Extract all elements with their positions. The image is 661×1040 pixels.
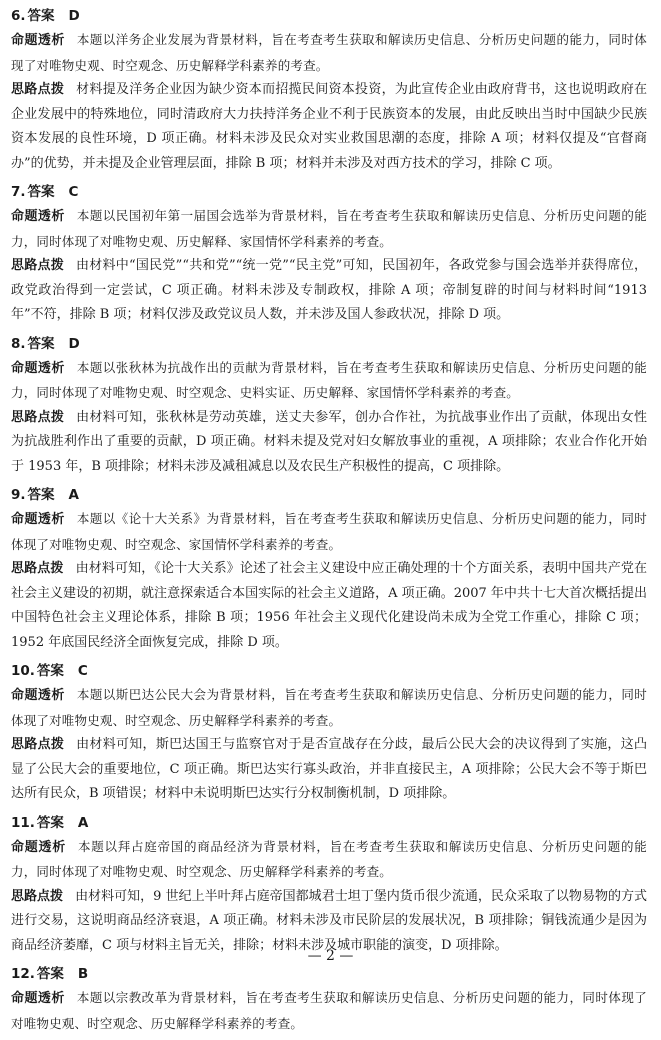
- hint-text: 材料提及洋务企业因为缺少资本而招揽民间资本投资，为此宣传企业由政府背书，这也说明政府在企业发展中的特殊地位，同时清政府大力扶持洋务企业不利于民族资本的发展，由此反映出当时中国缺少民族资本发展的良性环境，D 项正确。材料未涉及民众对实业救国思潮的态度，排除 A 项；材料仅提及“官督商办”的优势，并未提及企业管理层面，排除 B 项；材料并未涉及对西方技术的学习，排除 C 项。: [11, 82, 647, 171]
- hint-label: 思路点拨: [11, 737, 65, 752]
- hint-text: 由材料可知，斯巴达国王与监察官对于是否宣战存在分歧，最后公民大会的决议得到了实施，这凸显了公民大会的重要地位，C 项正确。斯巴达实行寡头政治，并非直接民主，A 项排除；公民大会不等于斯巴达所有民众，B 项错误；材料中未说明斯巴达实行分权制衡机制，D 项排除。: [11, 737, 647, 801]
- analysis-text: 本题以《论十大关系》为背景材料，旨在考查考生获取和解读历史信息、分析历史问题的能力，同时体现了对唯物史观、时空观念、家国情怀学科素养的考查。: [11, 511, 647, 552]
- answer-label: 答案: [36, 663, 64, 679]
- hint-label: 思路点拨: [11, 561, 64, 576]
- analysis-paragraph: [11, 986, 647, 1036]
- answer-item-9: [11, 483, 647, 655]
- answer-label: 答案: [27, 8, 55, 24]
- hint-paragraph: [11, 254, 647, 328]
- answer-letter: A: [77, 814, 89, 831]
- analysis-label: 命题透析: [11, 33, 65, 48]
- answer-item-6: [11, 4, 647, 176]
- answer-label: 答案: [36, 966, 64, 982]
- question-heading: [11, 4, 647, 28]
- hint-text: 由材料可知，张秋林是劳动英雄，送丈夫参军，创办合作社，为抗战事业作出了贡献，体现出女性为抗战胜利作出了重要的贡献，D 项正确。材料未提及党对妇女解放事业的重视，A 项排除；农业合作化开始于 1953 年，B 项排除；材料未涉及减租减息以及农民生产积极性的提高，C 项排除。: [11, 409, 647, 474]
- hint-label: 思路点拨: [11, 82, 65, 97]
- answer-letter: A: [68, 487, 79, 503]
- hint-paragraph: [11, 78, 647, 176]
- question-number: 12.: [11, 966, 35, 982]
- answer-letter: C: [77, 663, 88, 679]
- answer-label: 答案: [27, 184, 55, 200]
- page-number: — 2 —: [307, 948, 354, 964]
- analysis-text: 本题以拜占庭帝国的商品经济为背景材料，旨在考查考生获取和解读历史信息、分析历史问题的能力，同时体现了对唯物史观、时空观念、历史解释学科素养的考查。: [11, 838, 647, 879]
- hint-paragraph: [11, 885, 647, 959]
- answer-item-12: [11, 962, 647, 1036]
- hint-text: 由材料可知，9 世纪上半叶拜占庭帝国都城君士坦丁堡内货币很少流通，民众采取了以物易物的方式进行交易，这说明商品经济衰退，A 项正确。材料未涉及市民阶层的发展状况，B 项排除；铜钱流通少是因为商品经济萎靡，C 项与材料主旨无关，排除；材料未涉及城市职能的演变，D 项排除。: [11, 888, 647, 953]
- analysis-label: 命题透析: [11, 209, 65, 224]
- question-number: 8.: [11, 335, 26, 352]
- analysis-text: 本题以宗教改革为背景材料，旨在考查考生获取和解读历史信息、分析历史问题的能力，同时体现了对唯物史观、时空观念、历史解释学科素养的考查。: [11, 990, 647, 1031]
- question-number: 7.: [11, 184, 26, 200]
- analysis-paragraph: [11, 507, 647, 557]
- hint-label: 思路点拨: [11, 409, 65, 425]
- answer-letter: D: [68, 335, 80, 352]
- analysis-paragraph: [11, 835, 647, 885]
- hint-paragraph: [11, 406, 647, 480]
- hint-label: 思路点拨: [11, 888, 64, 904]
- analysis-label: 命题透析: [11, 688, 65, 703]
- hint-paragraph: [11, 557, 647, 655]
- analysis-label: 命题透析: [11, 360, 65, 376]
- answer-letter: B: [77, 966, 89, 982]
- analysis-paragraph: [11, 683, 647, 733]
- answer-label: 答案: [36, 814, 64, 831]
- question-number: 6.: [11, 8, 26, 24]
- question-number: 11.: [11, 814, 35, 831]
- answer-letter: D: [68, 8, 80, 24]
- answer-item-10: [11, 659, 647, 807]
- question-heading: [11, 332, 647, 356]
- question-heading: [11, 962, 647, 986]
- analysis-text: 本题以洋务企业发展为背景材料，旨在考查考生获取和解读历史信息、分析历史问题的能力，同时体现了对唯物史观、时空观念、历史解释学科素养的考查。: [11, 32, 647, 73]
- analysis-label: 命题透析: [11, 512, 65, 527]
- question-heading: [11, 811, 647, 835]
- analysis-text: 本题以民国初年第一届国会选举为背景材料，旨在考查考生获取和解读历史信息、分析历史问题的能力，同时体现了对唯物史观、历史解释、家国情怀学科素养的考查。: [11, 208, 647, 249]
- question-number: 9.: [11, 487, 26, 503]
- answer-letter: C: [68, 184, 79, 200]
- analysis-paragraph: [11, 356, 647, 406]
- question-heading: [11, 483, 647, 507]
- answer-label: 答案: [27, 335, 55, 352]
- hint-text: 由材料可知，《论十大关系》论述了社会主义建设中应正确处理的十个方面关系，表明中国共产党在社会主义建设的初期，就注意探索适合本国实际的社会主义道路，A 项正确。2007 年中共十七大首次概括提出中国特色社会主义理论体系，排除 B 项；1956 年社会主义现代化建设尚未成为全党工作重心，排除 C 项；1952 年底国民经济全面恢复完成，排除 D 项。: [11, 561, 647, 650]
- answer-item-8: [11, 332, 647, 480]
- answer-list: [11, 4, 647, 1040]
- analysis-label: 命题透析: [11, 991, 65, 1006]
- analysis-text: 本题以斯巴达公民大会为背景材料，旨在考查考生获取和解读历史信息、分析历史问题的能力，同时体现了对唯物史观、时空观念、历史解释学科素养的考查。: [11, 687, 647, 728]
- hint-text: 由材料中“国民党”“共和党”“统一党”“民主党”可知，民国初年，各政党参与国会选举并获得席位，政党政治得到一定尝试，C 项正确。材料未涉及专制政权，排除 A 项；帝制复辟的时间与材料时间“1913 年”不符，排除 B 项；材料仅涉及政党议员人数，并未涉及国人参政状况，排除 D 项。: [11, 258, 647, 322]
- hint-paragraph: [11, 733, 647, 807]
- analysis-paragraph: [11, 204, 647, 254]
- answer-item-11: [11, 811, 647, 959]
- analysis-paragraph: [11, 28, 647, 78]
- question-heading: [11, 659, 647, 683]
- question-number: 10.: [11, 663, 35, 679]
- answer-label: 答案: [27, 487, 55, 503]
- answer-item-7: [11, 180, 647, 328]
- hint-label: 思路点拨: [11, 258, 65, 273]
- analysis-text: 本题以张秋林为抗战作出的贡献为背景材料，旨在考查考生获取和解读历史信息、分析历史问题的能力，同时体现了对唯物史观、时空观念、史料实证、历史解释、家国情怀学科素养的考查。: [11, 359, 647, 400]
- analysis-label: 命题透析: [11, 839, 66, 855]
- question-heading: [11, 180, 647, 204]
